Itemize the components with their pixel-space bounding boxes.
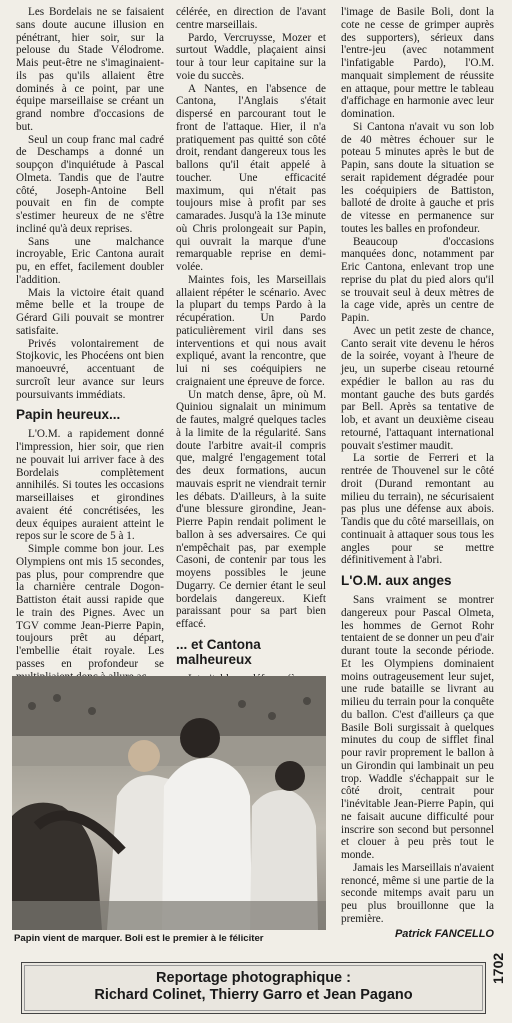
paragraph: Sans vraiment se montrer dangereux pour Pascal Olmeta, les hommes de Gernot Rohr tentaient de se donner un peu d'air durant toute la seconde période. Et les Olympiens dominaient moins outrageusement leur sujet, une rude bataille se livrant au milieu du terrain pour la conquête du ballon. C'est d'ailleurs ça que Basile Boli surgissait à quelques minutes du coup de sifflet final pour ravir proprement le ballon à un Girondin qui lambinait un peu trop. Waddle s'échappait sur le côté droit, centrait pour l'inévitable Jean-Pierre Papin, qui ne faisait aucune difficulté pour inscrire son second but personnel et clouer à peu près tout le monde. — [341, 594, 494, 861]
paragraph: Si Cantona n'avait vu son lob de 40 mètres échouer sur le poteau 5 minutes après le but de Papin, sans doute la situation se serait rapidement dégradée pour les coéquipiers de Battiston, balloté de droite à gauche et pris de vitesse en permanence sur toutes les balles en profondeur. — [341, 120, 494, 235]
paragraph: Jamais les Marseillais n'avaient renoncé, même si une partie de la seconde mitemps avait paru un peu plus brouillonne que la première. — [341, 861, 494, 925]
paragraph: Un match dense, âpre, où M. Quiniou signalait un minimum de fautes, malgré quelques tacles à la limite de la régularité. Sans doute l'arbitre avait-il compris que, malgré l'engagement total des deux formations, aucun mauvais esprit ne viendrait ternir les débats. D'ailleurs, à la suite d'une blessure girondine, Jean-Pierre Papin rendait poliment le ballon à ses adversaires. Ce qui n'empêchait pas, par exemple Casoni, de contenir par tous les moyens possibles le jeune Dugarry. Ce dernier étant le seul bordelais dangereux. Kieft paraissant pour sa part bien effacé. — [176, 388, 326, 630]
page-number: 1702 — [490, 952, 506, 984]
paragraph: Pardo, Vercruysse, Mozer et surtout Waddle, plaçaient ainsi tour à tour leur capitaine sur la voie du succès. — [176, 31, 326, 82]
photo-credit-box — [21, 962, 486, 1014]
subheading-cantona-malheureux: ... et Cantona malheureux — [176, 636, 261, 667]
article-column-3 — [341, 6, 494, 940]
paragraph: Seul un coup franc mal cadré de Deschamps a donné un soupçon d'inquiétude à Pascal Olmeta. Tandis que de l'autre côté, Joseph-Antoine Bell pouvait en fin de compte s'estimer heureux de ne s'être incliné qu'à deux reprises. — [16, 133, 164, 235]
paragraph: A Nantes, en l'absence de Cantona, l'Anglais s'était dispersé en parcourant tout le front de l'attaque. Hier, il n'a pratiquement pas quitté son côté droit, rendant dangereux tous les ballons qu'il était appelé à toucher. Une efficacité maximum, qui n'était pas toujours mise à profit par ses camarades. Jusqu'à la 13e minute où Chris prolongeait sur Papin, qui ouvrait la marque d'une remarquable reprise en demi-volée. — [176, 82, 326, 273]
paragraph: Maintes fois, les Marseillais allaient répéter le scénario. Avec la plupart du temps Pardo à la récupération. Un Pardo paticulièrement viril dans ses interventions et qui nous avait expliqué, avant la rencontre, que lui ni ses coéquipiers ne craignaient une épreuve de force. — [176, 273, 326, 388]
author-signature: Patrick FANCELLO — [394, 927, 494, 940]
paragraph: Les Bordelais ne se faisaient sans doute aucune illusion en pénétrant, hier soir, sur la pelouse du Stade Vélodrome. Mais peut-être ne s'imaginaient-ils pas qu'ils allaient être dominés à ce point, par une équipe marseillaise se créant un grand nombre d'occasions de but. — [16, 6, 164, 133]
subheading-om-aux-anges: L'O.M. aux anges — [341, 573, 452, 588]
players-celebrating-illustration — [12, 676, 326, 930]
paragraph: célérée, en direction de l'avant centre marseillais. — [176, 6, 326, 31]
subheading-papin-heureux: Papin heureux... — [16, 407, 121, 423]
paragraph: La sortie de Ferreri et la rentrée de Thouvenel sur le côté droit (Durand remontant au milieu du terrain), ne sécurisaient pas plus une défense aux abois. Tandis que du côté marseillais, on continuait à attaquer sous tous les angles pour se mettre définitivement à l'abri. — [341, 452, 494, 567]
paragraph: Mais la victoire était quand même belle et la troupe de Gérard Gili pouvait se montrer satisfaite. — [16, 286, 164, 337]
photo-caption: Papin vient de marquer. Boli est le premier à le féliciter — [14, 933, 264, 944]
paragraph: L'O.M. a rapidement donné l'impression, hier soir, que rien ne pouvait lui arriver face à des Bordelais complètement annihilés. Si toutes les occasions marseillaises et girondines avaient été concrétisées, les deux équipes auraient atteint le repos sur le score de 5 à 1. — [16, 428, 164, 543]
paragraph: l'image de Basile Boli, dont la cote ne cesse de grimper auprès des supporters), sérieux dans l'entre-jeu (avec notamment l'infatigable Pardo), l'O.M. manquait simplement de réussite en attaque, pour mettre le tableau d'affichage en harmonie avec leur domination. — [341, 6, 494, 120]
article-column-2 — [176, 6, 326, 686]
paragraph: Privés volontairement de Stojkovic, les Phocéens ont bien manoeuvré, accentuant de surcroît leur avance sur leurs poursuivants immédiats. — [16, 337, 164, 401]
paragraph: Avec un petit zeste de chance, Canto serait vite devenu le héros de la soirée, voyant à l'heure de jeu, un superbe ciseau retourné expédier le ballon au ras du montant gauche des buts gardés par Bell. Après sa tentative de lob, et avant un deuxième ciseau retourné, l'attaquant international pouvait s'estimer maudit. — [341, 324, 494, 452]
paragraph: Simple comme bon jour. Les Olympiens ont mis 15 secondes, pas plus, pour comprendre que la charnière centrale Dogon-Battiston était aussi rapide que le train des Pignes. Avec un TGV comme Jean-Pierre Papin, toujours prêt au départ, l'embellie était royale. Les passes en profondeur se — [16, 543, 164, 670]
credit-names: Richard Colinet, Thierry Garro et Jean Pagano — [94, 987, 413, 1003]
match-photo — [12, 676, 326, 930]
paragraph: Beaucoup d'occasions manquées donc, notamment par Eric Cantona, enlevant trop une reprise du plat du pied alors qu'il se trouvait seul à deux mètres de la cage vide, après un centre de Papin. — [341, 235, 494, 324]
article-column-1 — [16, 6, 164, 683]
credit-title: Reportage photographique : — [156, 970, 351, 986]
paragraph: Sans une malchance incroyable, Eric Cantona aurait pu, en effet, facilement doubler l'addition. — [16, 235, 164, 286]
